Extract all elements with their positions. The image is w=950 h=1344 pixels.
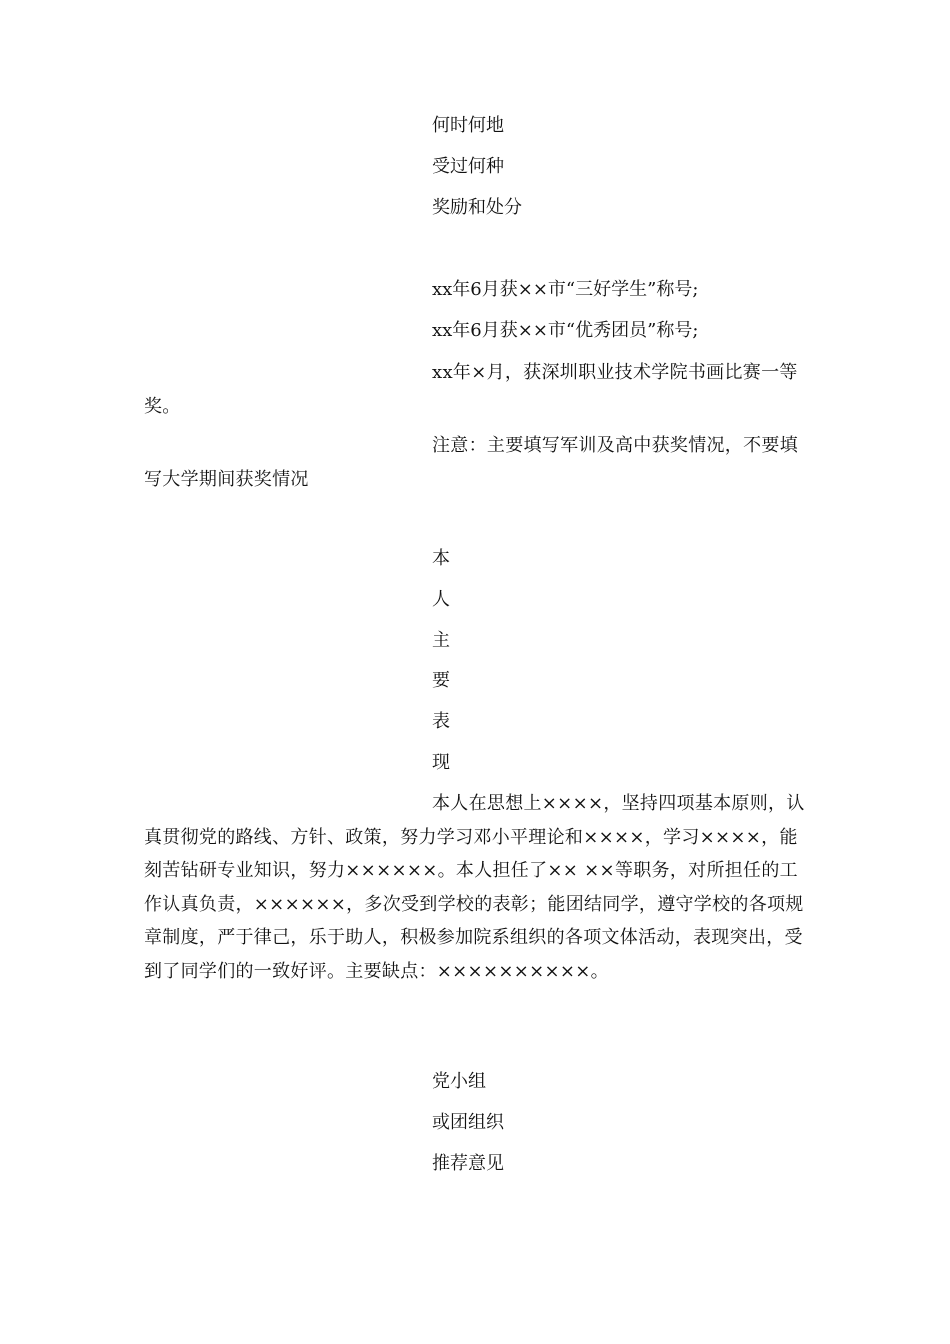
performance-heading-char-2: 人 bbox=[432, 589, 450, 610]
award-item-3: xx年×月，获深圳职业技术学院书画比赛一等奖。 bbox=[144, 362, 798, 417]
awards-note: 注意：主要填写军训及高中获奖情况，不要填写大学期间获奖情况 bbox=[144, 435, 798, 490]
performance-heading-char-3: 主 bbox=[432, 630, 450, 651]
recommendation-heading-line-3: 推荐意见 bbox=[432, 1153, 504, 1174]
recommendation-heading-line-1: 党小组 bbox=[432, 1071, 486, 1092]
awards-heading-line-2: 受过何种 bbox=[432, 156, 504, 177]
performance-heading-char-4: 要 bbox=[432, 670, 450, 691]
performance-heading-char-6: 现 bbox=[432, 752, 450, 773]
performance-body: 本人在思想上××××，坚持四项基本原则，认真贯彻党的路线、方针、政策，努力学习邓小平理论和××××，学习××××，能刻苦钻研专业知识，努力××××××。本人担任了×× ××等职务，对所担任的工作认真负责，××××××，多次受到学校的表彰；能团结同学，遵守学校的各项规章制度，严于律己，乐于助人，积极参加院系组织的各项文体活动，表现突出，受到了同学们的一致好评。主要缺点：××××××××××。 bbox=[144, 793, 805, 982]
awards-heading-line-3: 奖励和处分 bbox=[432, 197, 522, 218]
awards-heading-line-1: 何时何地 bbox=[432, 115, 504, 136]
performance-heading-char-5: 表 bbox=[432, 711, 450, 732]
award-item-1: xx年6月获××市“三好学生”称号; bbox=[432, 279, 699, 300]
award-item-2: xx年6月获××市“优秀团员”称号; bbox=[432, 320, 699, 341]
recommendation-heading-line-2: 或团组织 bbox=[432, 1112, 504, 1133]
performance-heading-char-1: 本 bbox=[432, 548, 450, 569]
